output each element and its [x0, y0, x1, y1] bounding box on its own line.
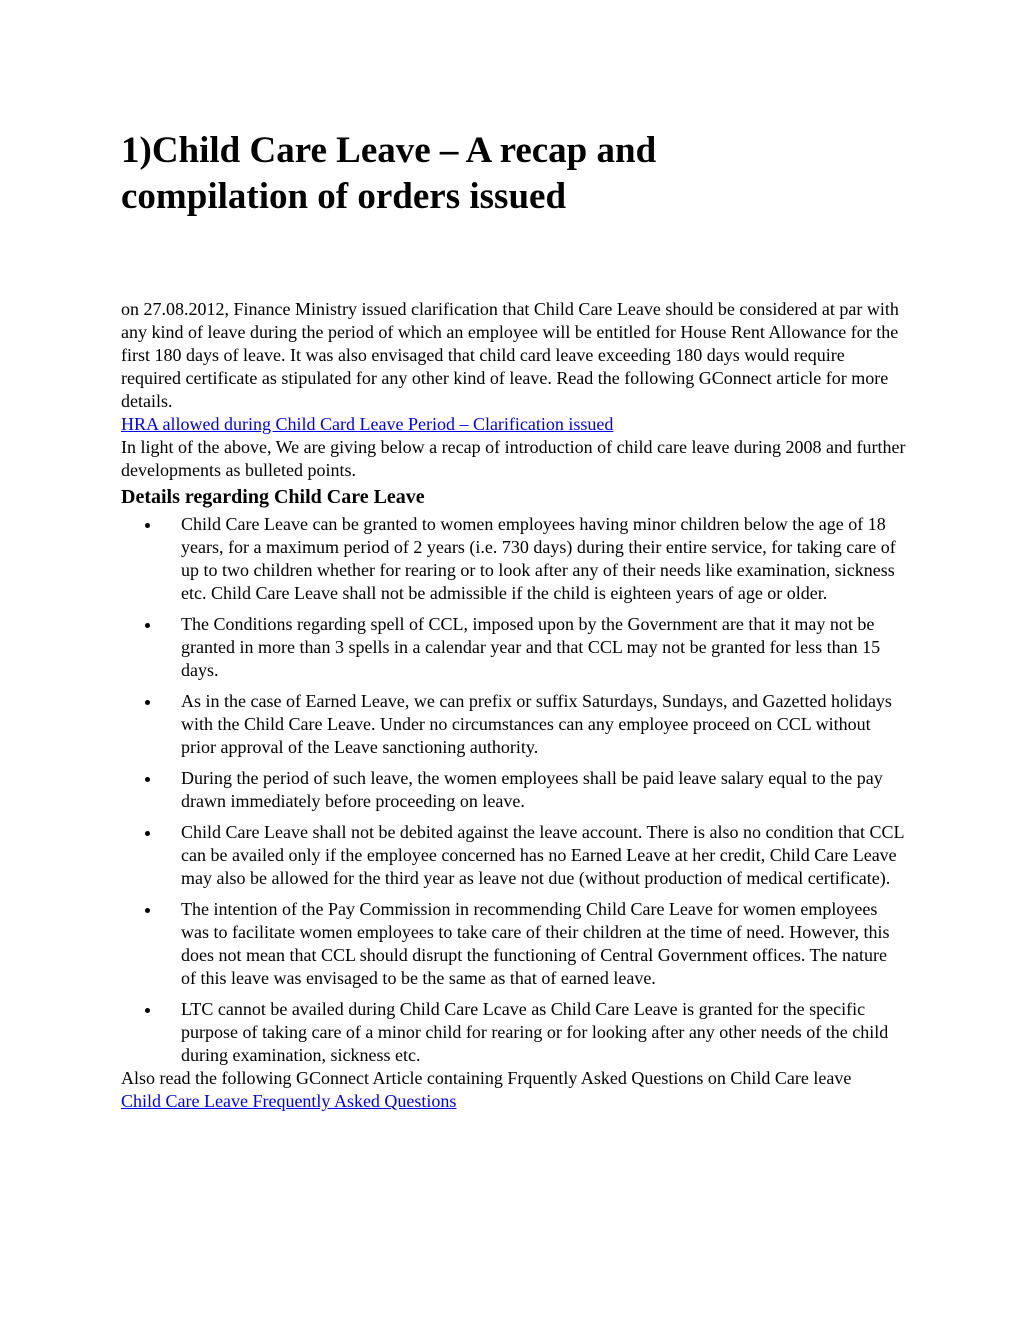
list-item: [121, 767, 906, 813]
bullet-icon: [145, 908, 150, 913]
hra-clarification-link[interactable]: HRA allowed during Child Card Leave Period – Clarification issued: [121, 414, 614, 434]
bullet-icon: [145, 523, 150, 528]
list-item: [121, 613, 906, 682]
list-item: [121, 898, 906, 990]
bullet-icon: [145, 777, 150, 782]
section-heading: Details regarding Child Care Leave: [121, 486, 425, 508]
list-item-text: The intention of the Pay Commission in recommending Child Care Leave for women employees was to facilitate women employees to take care of their children at the time of need. However, this does not mean that CCL should disrupt the functioning of Central Government offices. The nature of this leave was envisaged to be the same as that of earned leave.: [181, 899, 890, 988]
list-item-text: Child Care Leave shall not be debited against the leave account. There is also no condition that CCL can be availed only if the employee concerned has no Earned Leave at her credit, Child Care Leave may also be allowed for the third year as leave not due (without production of medical certificate).: [181, 822, 904, 888]
list-item-text: Child Care Leave can be granted to women employees having minor children below the age of 18 years, for a maximum period of 2 years (i.e. 730 days) during their entire service, for taking care of up to two children whether for rearing or to look after any of their needs like examination, sickness etc. Child Care Leave shall not be admissible if the child is eighteen years of age or older.: [181, 514, 896, 603]
recap-paragraph: In light of the above, We are giving below a recap of introduction of child care leave during 2008 and further developments as bulleted points.: [121, 437, 906, 480]
list-item-text: During the period of such leave, the women employees shall be paid leave salary equal to the pay drawn immediately before proceeding on leave.: [181, 768, 883, 811]
bullet-icon: [145, 1008, 150, 1013]
document-page: [121, 128, 906, 1113]
list-item-text: As in the case of Earned Leave, we can prefix or suffix Saturdays, Sundays, and Gazetted holidays with the Child Care Leave. Under no circumstances can any employee proceed on CCL without prior approval of the Leave sanctioning authority.: [181, 691, 892, 757]
list-item: [121, 821, 906, 890]
page-title: 1)Child Care Leave – A recap and compilation of orders issued: [121, 130, 657, 217]
list-item-text: LTC cannot be availed during Child Care Lcave as Child Care Leave is granted for the specific purpose of taking care of a minor child for rearing or for looking after any other needs of the child during examination, sickness etc.: [181, 999, 889, 1065]
list-item: [121, 513, 906, 605]
details-bullet-list: [121, 513, 906, 1067]
list-item: [121, 690, 906, 759]
intro-paragraph: on 27.08.2012, Finance Ministry issued clarification that Child Care Leave should be considered at par with any kind of leave during the period of which an employee will be entitled for House Rent Allowance for the first 180 days of leave. It was also envisaged that child card leave exceeding 180 days would require required certificate as stipulated for any other kind of leave. Read the following GConnect article for more details.: [121, 299, 899, 411]
bullet-icon: [145, 623, 150, 628]
bullet-icon: [145, 831, 150, 836]
list-item: [121, 998, 906, 1067]
also-read-paragraph: Also read the following GConnect Article containing Frquently Asked Questions on Child Care leave: [121, 1068, 852, 1088]
bullet-icon: [145, 700, 150, 705]
faq-link[interactable]: Child Care Leave Frequently Asked Questions: [121, 1091, 457, 1111]
list-item-text: The Conditions regarding spell of CCL, imposed upon by the Government are that it may not be granted in more than 3 spells in a calendar year and that CCL may not be granted for less than 15 days.: [181, 614, 881, 680]
